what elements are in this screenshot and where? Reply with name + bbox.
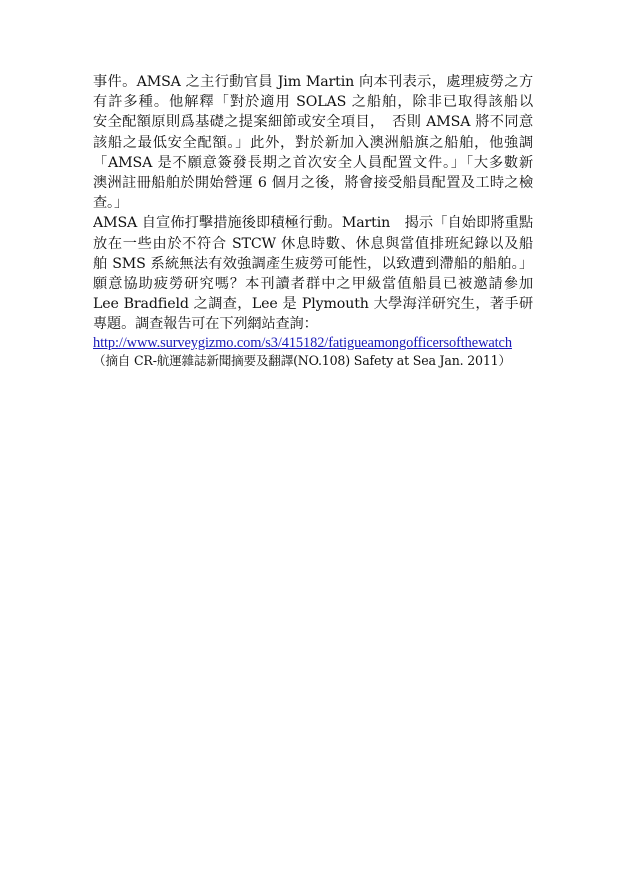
paragraph-line: 「AMSA 是不願意簽發長期之首次安全人員配置文件。」「大多數新	[93, 154, 533, 171]
paragraph-line: 有許多種。他解釋「對於適用 SOLAS 之船舶，除非已取得該船以	[93, 94, 533, 111]
paragraph-line: 澳洲註冊船舶於開始營運 6 個月之後，將會接受船員配置及工時之檢	[93, 174, 533, 191]
paragraph-line: AMSA 自宣佈打擊措施後即積極行動。Martin 揭示「自始即將重點	[93, 215, 533, 232]
paragraph-line: 事件。AMSA 之主行動官員 Jim Martin 向本刊表示，處理疲勞之方	[93, 74, 533, 90]
survey-link[interactable]: http://www.surveygizmo.com/s3/415182/fatigueamongofficersofthewatch	[93, 335, 512, 352]
paragraph-line: 放在一些由於不符合 STCW 休息時數、休息與當值排班紀錄以及船	[93, 235, 533, 252]
article-body	[93, 72, 533, 369]
paragraph-line: 專題。調查報告可在下列網站查詢：	[93, 316, 318, 333]
paragraph-line: 安全配額原則爲基礎之提案細節或安全項目， 否則 AMSA 將不同意	[93, 114, 533, 131]
paragraph-line: 該船之最低安全配額。」此外，對於新加入澳洲船旗之船舶，他強調	[93, 134, 533, 151]
source-citation: （摘自 CR-航運雜誌新聞摘要及翻譯(NO.108) Safety at Sea Jan. 2011）	[93, 353, 511, 369]
paragraph-line: 查。」	[93, 195, 129, 212]
paragraph-line: Lee Bradfield 之調查，Lee 是 Plymouth 大學海洋研究生，著手研	[93, 296, 533, 313]
paragraph-line: 願意協助疲勞研究嗎？本刊讀者群中之甲級當值船員已被邀請參加	[93, 275, 533, 292]
paragraph-line: 舶 SMS 系統無法有效強調產生疲勞可能性，以致遭到滯船的船舶。」	[93, 255, 533, 272]
